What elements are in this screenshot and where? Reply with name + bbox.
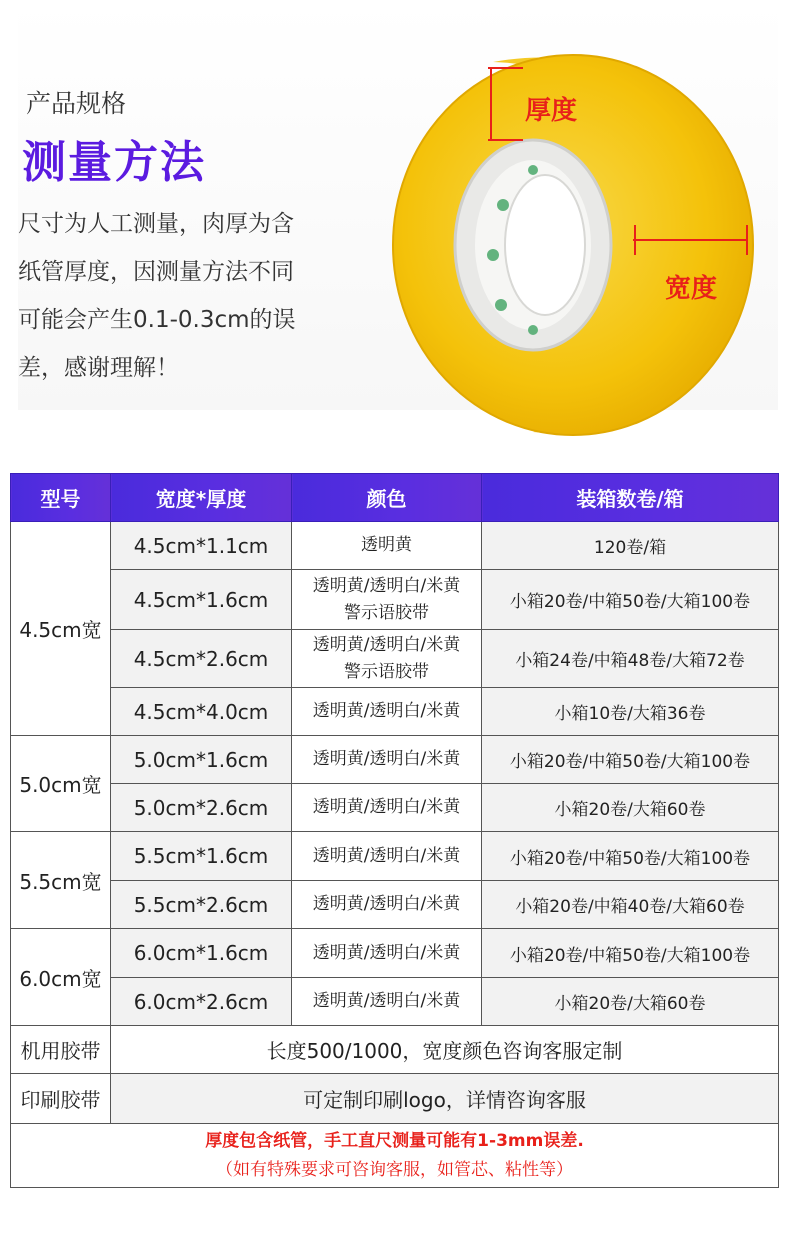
color-line: 透明黄/透明白/米黄 [312,797,461,817]
section-title: 测量方法 [22,137,206,188]
color-line: 透明黄 [361,535,412,555]
section-subtitle: 产品规格 [26,89,127,118]
color-cell [292,522,482,570]
header-pack: 装箱数卷/箱 [482,474,779,522]
table-row [11,978,779,1026]
size-cell: 4.5cm*4.0cm [111,688,292,736]
header-model: 型号 [11,474,111,522]
extra-info-cell: 长度500/1000，宽度颜色咨询客服定制 [111,1026,779,1074]
note-cell [11,1124,779,1188]
table-row [11,736,779,784]
pack-cell: 小箱20卷/中箱50卷/大箱100卷 [482,570,779,630]
extra-info-cell: 可定制印刷logo，详情咨询客服 [111,1074,779,1124]
note-main: 厚度包含纸管，手工直尺测量可能有1-3mm误差. [205,1130,584,1151]
model-cell: 5.0cm宽 [11,736,111,832]
color-cell [292,784,482,832]
color-line: 透明黄/透明白/米黄 [312,634,461,655]
table-row [11,630,779,688]
desc-line: 可能会产生0.1-0.3cm的误 [18,307,296,333]
width-label: 宽度 [665,274,718,304]
header-color: 颜色 [292,474,482,522]
desc-line: 纸管厚度，因测量方法不同 [18,259,294,285]
pack-cell: 小箱20卷/中箱50卷/大箱100卷 [482,736,779,784]
size-cell: 6.0cm*2.6cm [111,978,292,1026]
color-line: 透明黄/透明白/米黄 [312,845,461,866]
size-cell: 4.5cm*2.6cm [111,630,292,688]
model-cell: 6.0cm宽 [11,929,111,1026]
color-line: 警示语胶带 [344,602,429,623]
model-cell: 印刷胶带 [11,1074,111,1124]
pack-cell: 小箱10卷/大箱36卷 [482,688,779,736]
top-section [0,0,790,420]
pack-cell: 小箱20卷/中箱50卷/大箱100卷 [482,929,779,978]
color-line: 透明黄/透明白/米黄 [312,991,461,1011]
table-header-row [11,474,779,522]
color-cell [292,881,482,929]
color-line: 透明黄/透明白/米黄 [312,894,461,914]
desc-line: 尺寸为人工测量，肉厚为含 [18,211,294,237]
table-row [11,688,779,736]
size-cell: 4.5cm*1.6cm [111,570,292,630]
color-cell [292,978,482,1026]
size-cell: 5.5cm*1.6cm [111,832,292,881]
color-cell [292,630,482,688]
color-cell [292,929,482,978]
table-row [11,784,779,832]
measurement-description [18,200,338,392]
desc-line: 差，感谢理解！ [18,355,179,381]
size-cell: 5.0cm*1.6cm [111,736,292,784]
table-note-row [11,1124,779,1188]
model-cell: 机用胶带 [11,1026,111,1074]
note-sub: （如有特殊要求可咨询客服，如管芯、粘性等） [216,1159,573,1180]
model-cell: 5.5cm宽 [11,832,111,929]
size-cell: 6.0cm*1.6cm [111,929,292,978]
table-row [11,1074,779,1124]
spec-table [10,473,779,1188]
color-line: 警示语胶带 [344,661,429,682]
table-row [11,522,779,570]
color-cell [292,736,482,784]
model-cell: 4.5cm宽 [11,522,111,736]
color-cell [292,570,482,630]
color-line: 透明黄/透明白/米黄 [312,942,461,963]
pack-cell: 小箱20卷/中箱50卷/大箱100卷 [482,832,779,881]
table-row [11,570,779,630]
pack-cell: 120卷/箱 [482,522,779,570]
color-cell [292,832,482,881]
color-line: 透明黄/透明白/米黄 [312,749,461,769]
size-cell: 4.5cm*1.1cm [111,522,292,570]
table-row [11,881,779,929]
table-row [11,1026,779,1074]
table-row [11,929,779,978]
header-size: 宽度*厚度 [111,474,292,522]
pack-cell: 小箱20卷/大箱60卷 [482,978,779,1026]
color-cell [292,688,482,736]
size-cell: 5.0cm*2.6cm [111,784,292,832]
color-line: 透明黄/透明白/米黄 [312,575,461,596]
color-line: 透明黄/透明白/米黄 [312,701,461,721]
pack-cell: 小箱20卷/大箱60卷 [482,784,779,832]
thickness-label: 厚度 [525,96,578,126]
size-cell: 5.5cm*2.6cm [111,881,292,929]
pack-cell: 小箱20卷/中箱40卷/大箱60卷 [482,881,779,929]
table-row [11,832,779,881]
pack-cell: 小箱24卷/中箱48卷/大箱72卷 [482,630,779,688]
